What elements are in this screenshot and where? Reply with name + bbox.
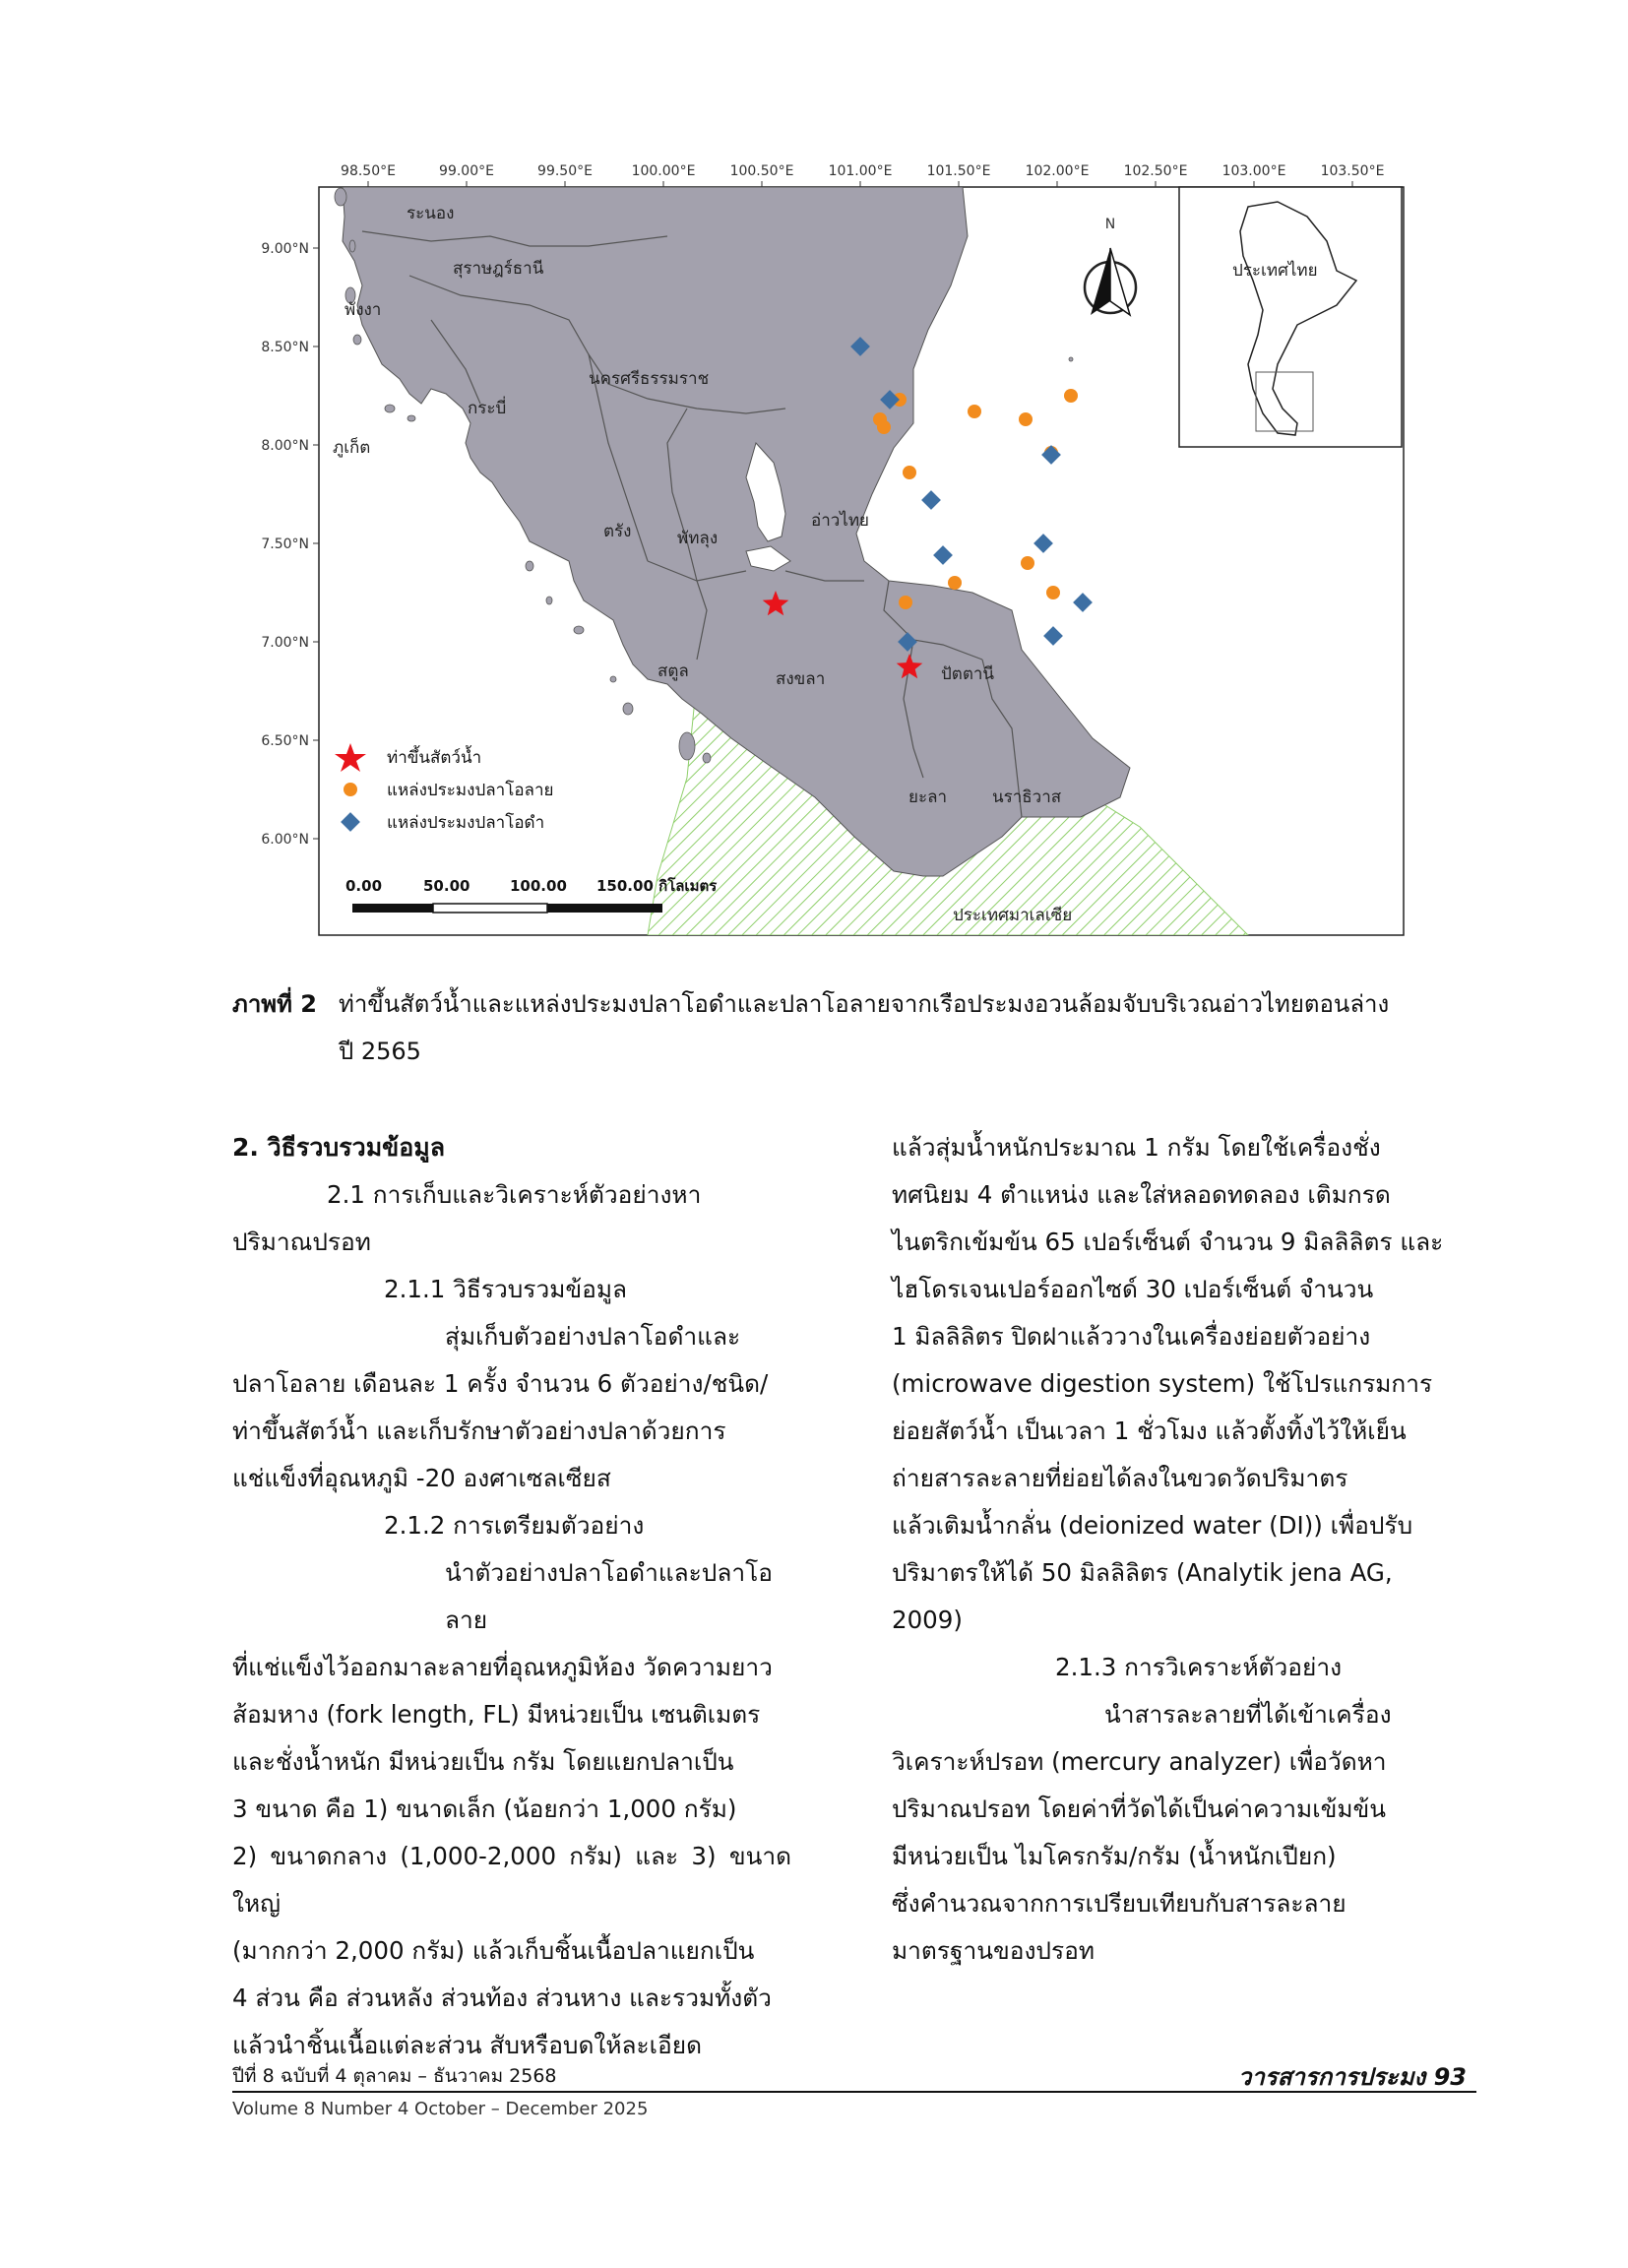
olai-fishing-ground-point: [948, 576, 962, 590]
body-line: ไนตริกเข้มข้น 65 เปอร์เซ็นต์ จำนวน 9 มิลลิลิตร และ: [892, 1228, 1444, 1256]
lon-tick: 103.00°E: [1221, 163, 1286, 179]
lon-tick: 102.00°E: [1025, 163, 1090, 179]
body-line: ไฮโดรเจนเปอร์ออกไซด์ 30 เปอร์เซ็นต์ จำนวน: [892, 1275, 1374, 1303]
legend-label: แหล่งประมงปลาโอลาย: [387, 781, 554, 800]
olai-fishing-ground-point: [899, 596, 912, 609]
province-label: พัทลุง: [677, 529, 719, 548]
lon-tick: 99.00°E: [439, 163, 494, 179]
scale-label: 50.00: [423, 877, 470, 895]
body-line: ย่อยสัตว์น้ำ เป็นเวลา 1 ชั่วโมง แล้วตั้งทิ้งไว้ให้เย็น: [892, 1417, 1407, 1445]
body-line: 2009): [892, 1606, 963, 1634]
body-line: แล้วเติมน้ำกลั่น (deionized water (DI)) เพื่อปรับ: [892, 1511, 1413, 1540]
province-label: ปัตตานี: [941, 664, 995, 684]
footer-issue-thai: ปีที่ 8 ฉบับที่ 4 ตุลาคม – ธันวาคม 2568: [232, 2065, 557, 2087]
body-line: ที่แช่แข็งไว้ออกมาละลายที่อุณหภูมิห้อง วัดความยาว: [232, 1653, 773, 1681]
body-line: แล้วนำชิ้นเนื้อแต่ละส่วน สับหรือบดให้ละเอียด: [232, 2031, 703, 2059]
body-line: ท่าขึ้นสัตว์น้ำ และเก็บรักษาตัวอย่างปลาด้วยการ: [232, 1417, 726, 1445]
subsubsection-heading: 2.1.1 วิธีรวบรวมข้อมูล: [384, 1275, 627, 1303]
lon-tick: 101.00°E: [828, 163, 893, 179]
body-line: มาตรฐานของปรอท: [892, 1936, 1096, 1965]
body-line: (มากกว่า 2,000 กรัม) แล้วเก็บชิ้นเนื้อปลาแยกเป็น: [232, 1936, 755, 1965]
lon-tick: 99.50°E: [537, 163, 593, 179]
legend-circle-icon: [344, 783, 357, 796]
body-line: ปลาโอลาย เดือนละ 1 ครั้ง จำนวน 6 ตัวอย่าง/ชนิด/: [232, 1369, 769, 1398]
lat-tick: 8.50°N: [261, 340, 309, 355]
province-label: สุราษฎร์ธานี: [453, 259, 544, 279]
north-label: N: [1104, 217, 1116, 232]
body-line: ทศนิยม 4 ตำแหน่ง และใส่หลอดทดลอง เติมกรด: [892, 1180, 1391, 1209]
inset-map: [1179, 187, 1402, 447]
lon-tick: 100.50°E: [729, 163, 794, 179]
caption-line2: ปี 2565: [339, 1038, 421, 1065]
lon-tick: 102.50°E: [1123, 163, 1188, 179]
footer-journal-page: วารสารการประมง 93: [1237, 2063, 1467, 2091]
province-label: กระบี่: [468, 399, 507, 418]
province-label: พังงา: [344, 300, 382, 320]
olai-fishing-ground-point: [903, 466, 916, 479]
subsubsection-heading: 2.1.3 การวิเคราะห์ตัวอย่าง: [1055, 1653, 1343, 1681]
section-heading: 2. วิธีรวบรวมข้อมูล: [232, 1133, 446, 1162]
gulf-of-thailand-label: อ่าวไทย: [811, 511, 870, 531]
body-line: ถ่ายสารละลายที่ย่อยได้ลงในขวดวัดปริมาตร: [892, 1464, 1348, 1492]
province-label: ตรัง: [603, 522, 632, 541]
legend-label: ท่าขึ้นสัตว์น้ำ: [387, 748, 482, 768]
province-label: สงขลา: [776, 669, 826, 689]
map-svg: [234, 148, 1406, 965]
body-line: ปริมาณปรอท โดยค่าที่วัดได้เป็นค่าความเข้มข้น: [892, 1795, 1386, 1823]
body-line: นำตัวอย่างปลาโอดำและปลาโอลาย: [445, 1558, 773, 1634]
province-label: สตูล: [657, 662, 689, 681]
province-label: ระนอง: [407, 204, 455, 223]
province-label: นราธิวาส: [992, 788, 1062, 807]
body-line: ส้อมหาง (fork length, FL) มีหน่วยเป็น เซนติเมตร: [232, 1700, 761, 1729]
lon-tick: 100.00°E: [631, 163, 696, 179]
lat-tick: 6.50°N: [261, 733, 309, 749]
lon-tick: 101.50°E: [926, 163, 991, 179]
study-area-map: [234, 148, 1406, 965]
lat-tick: 6.00°N: [261, 832, 309, 848]
body-line: 1 มิลลิลิตร ปิดฝาแล้ววางในเครื่องย่อยตัวอย่าง: [892, 1322, 1371, 1351]
body-line: แล้วสุ่มน้ำหนักประมาณ 1 กรัม โดยใช้เครื่องชั่ง: [892, 1133, 1381, 1162]
olai-fishing-ground-point: [877, 420, 891, 434]
subsection-heading: 2.1 การเก็บและวิเคราะห์ตัวอย่างหา: [327, 1180, 702, 1209]
scale-label: 150.00 กิโลเมตร: [596, 877, 718, 895]
scale-label: 0.00: [345, 877, 383, 895]
lat-tick: 7.50°N: [261, 536, 309, 552]
olai-fishing-ground-point: [1019, 412, 1033, 426]
body-line: ปริมาตรให้ได้ 50 มิลลิลิตร (Analytik jena AG,: [892, 1558, 1393, 1587]
left-column: [232, 1124, 791, 2069]
body-line: แช่แข็งที่อุณหภูมิ -20 องศาเซลเซียส: [232, 1464, 611, 1492]
olai-fishing-ground-point: [1046, 586, 1060, 599]
province-label: ยะลา: [908, 788, 948, 807]
lat-tick: 8.00°N: [261, 438, 309, 454]
body-line: 3 ขนาด คือ 1) ขนาดเล็ก (น้อยกว่า 1,000 กรัม): [232, 1795, 737, 1823]
malaysia-label: ประเทศมาเลเซีย: [953, 906, 1073, 925]
footer-issue-english: Volume 8 Number 4 October – December 2025: [232, 2099, 649, 2119]
lat-tick: 7.00°N: [261, 635, 309, 651]
olai-fishing-ground-point: [968, 405, 981, 418]
body-line: (microwave digestion system) ใช้โปรแกรมการ: [892, 1369, 1433, 1398]
caption-line1: ท่าขึ้นสัตว์น้ำและแหล่งประมงปลาโอดำและปลาโอลายจากเรือประมงอวนล้อมจับบริเวณอ่าวไทยตอนล่าง: [339, 990, 1390, 1018]
province-label: นครศรีธรรมราช: [589, 369, 710, 389]
olai-fishing-ground-point: [1064, 389, 1078, 403]
province-label: ภูเก็ต: [333, 438, 371, 458]
legend-label: แหล่งประมงปลาโอดำ: [387, 813, 545, 833]
body-line: ปริมาณปรอท: [232, 1228, 371, 1256]
inset-thailand-label: ประเทศไทย: [1232, 261, 1318, 281]
body-line: นำสารละลายที่ได้เข้าเครื่อง: [1104, 1700, 1392, 1729]
scale-label: 100.00: [510, 877, 567, 895]
body-line: 4 ส่วน คือ ส่วนหลัง ส่วนท้อง ส่วนหาง และรวมทั้งตัว: [232, 1984, 772, 2012]
caption-label: ภาพที่ 2: [232, 990, 317, 1018]
lat-tick: 9.00°N: [261, 241, 309, 257]
olai-fishing-ground-point: [1021, 556, 1034, 570]
body-line: วิเคราะห์ปรอท (mercury analyzer) เพื่อวัดหา: [892, 1747, 1387, 1776]
subsubsection-heading: 2.1.2 การเตรียมตัวอย่าง: [384, 1511, 645, 1540]
body-line: และชั่งน้ำหนัก มีหน่วยเป็น กรัม โดยแยกปลาเป็น: [232, 1747, 734, 1776]
longitude-ticks: [341, 163, 1384, 179]
body-line: สุ่มเก็บตัวอย่างปลาโอดำและ: [445, 1322, 741, 1351]
body-line: 2) ขนาดกลาง (1,000-2,000 กรัม) และ 3) ขนาดใหญ่: [232, 1842, 791, 1918]
lon-tick: 103.50°E: [1320, 163, 1385, 179]
figure-caption: [232, 980, 1453, 1075]
body-line: มีหน่วยเป็น ไมโครกรัม/กรัม (น้ำหนักเปียก): [892, 1842, 1337, 1870]
latitude-ticks: [261, 241, 309, 848]
lon-tick: 98.50°E: [341, 163, 396, 179]
right-column: [892, 1124, 1474, 1975]
body-line: ซึ่งคำนวณจากการเปรียบเทียบกับสารละลาย: [892, 1889, 1346, 1918]
